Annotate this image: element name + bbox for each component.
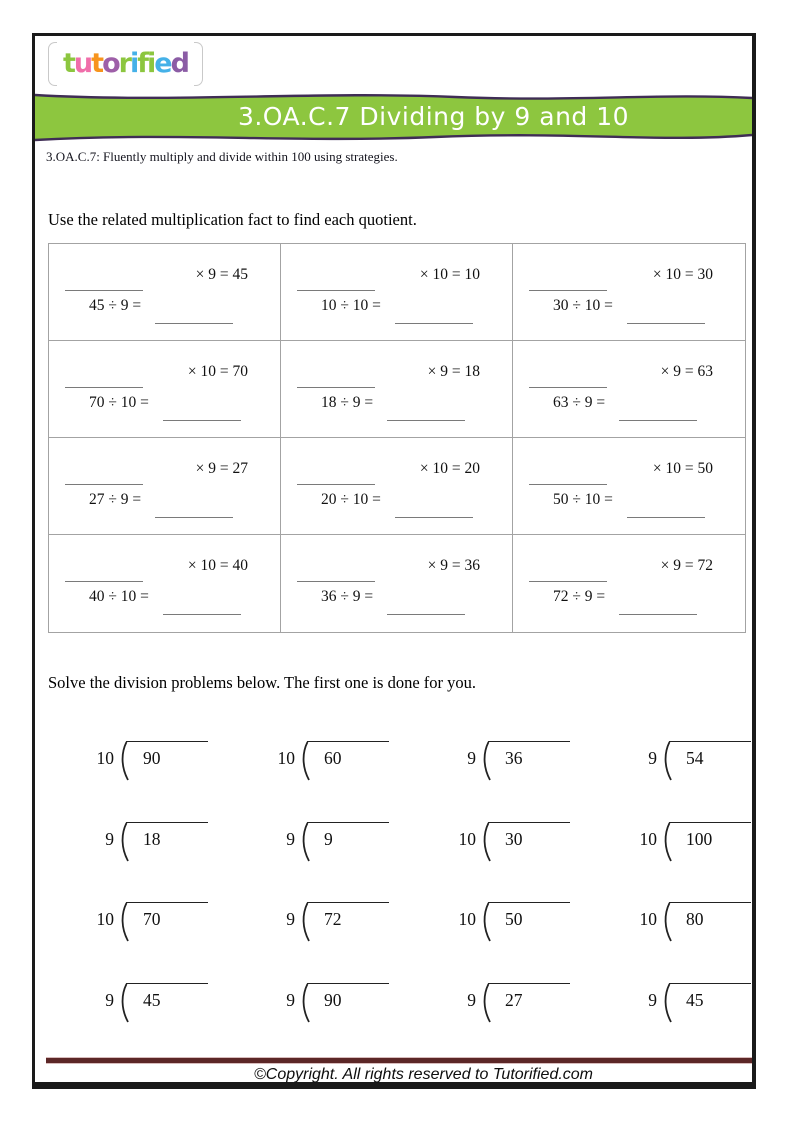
logo-letter: i xyxy=(146,48,155,79)
quotient-answer-blank[interactable] xyxy=(163,407,241,421)
division-problem: 63 ÷ 9 = xyxy=(553,394,606,411)
long-division-problem xyxy=(269,822,450,903)
divisor: 10 xyxy=(639,828,657,849)
dividend: 80 xyxy=(686,909,704,929)
multiplier-answer-blank[interactable] xyxy=(529,374,607,388)
multiplier-answer-blank[interactable] xyxy=(529,277,607,291)
dividend-box xyxy=(488,741,570,769)
quotient-answer-blank[interactable] xyxy=(155,310,233,324)
division-problem: 50 ÷ 10 = xyxy=(553,491,613,508)
multiplier-answer-blank[interactable] xyxy=(529,568,607,582)
long-division-problem xyxy=(88,741,269,822)
division-problem: 36 ÷ 9 = xyxy=(321,588,374,605)
divisor: 9 xyxy=(648,989,657,1010)
long-division-problem xyxy=(450,822,631,903)
section2-instruction: Solve the division problems below. The first one is done for you. xyxy=(48,673,477,692)
divisor: 9 xyxy=(286,828,295,849)
division-grid xyxy=(88,741,748,1063)
copyright-text: ©Copyright. All rights reserved to Tutorified.com xyxy=(253,1066,594,1083)
logo-letter: o xyxy=(102,48,119,79)
worksheet-page-frame xyxy=(32,33,756,1089)
divisor: 9 xyxy=(105,989,114,1010)
divisor: 10 xyxy=(277,748,295,768)
logo-letter: t xyxy=(91,48,103,79)
long-division-problem xyxy=(631,741,794,822)
division-problem: 20 ÷ 10 = xyxy=(321,491,381,508)
dividend-box xyxy=(126,902,208,930)
divisor: 10 xyxy=(96,748,114,768)
logo-left-bracket-icon xyxy=(48,42,57,86)
divisor: 10 xyxy=(639,909,657,929)
quotient-answer-blank[interactable] xyxy=(387,601,465,615)
divisor: 10 xyxy=(458,828,476,849)
quotient-answer-blank[interactable] xyxy=(155,504,233,518)
dividend-box xyxy=(126,983,208,1011)
divisor: 9 xyxy=(467,748,476,768)
divisor: 9 xyxy=(467,989,476,1010)
logo-letter: r xyxy=(118,48,130,79)
dividend-box xyxy=(307,983,389,1011)
dividend-box xyxy=(488,983,570,1011)
division-problem: 18 ÷ 9 = xyxy=(321,394,374,411)
dividend: 30 xyxy=(505,828,523,849)
long-division-problem xyxy=(88,822,269,903)
dividend: 45 xyxy=(143,989,161,1010)
multiplication-fact: × 10 = 20 xyxy=(419,460,480,477)
fact-cell xyxy=(513,438,745,535)
quotient-answer-blank[interactable] xyxy=(387,407,465,421)
tutorified-logo xyxy=(48,42,203,86)
long-division-problem xyxy=(450,902,631,983)
multiplier-answer-blank[interactable] xyxy=(297,374,375,388)
dividend: 90 xyxy=(324,989,342,1010)
quotient-answer-blank[interactable] xyxy=(395,310,473,324)
dividend: 54 xyxy=(686,748,704,768)
divisor: 9 xyxy=(105,828,114,849)
dividend: 27 xyxy=(505,989,523,1010)
long-division-problem xyxy=(631,902,794,983)
fact-grid xyxy=(48,243,746,633)
multiplication-fact: × 10 = 50 xyxy=(652,460,713,477)
long-division-problem xyxy=(631,983,794,1064)
fact-cell xyxy=(513,535,745,632)
fact-cell xyxy=(49,341,281,438)
divisor: 9 xyxy=(648,748,657,768)
fact-cell xyxy=(49,535,281,632)
fact-cell xyxy=(513,341,745,438)
logo-letter: u xyxy=(73,48,92,79)
multiplier-answer-blank[interactable] xyxy=(65,471,143,485)
dividend-box xyxy=(669,822,751,850)
multiplier-answer-blank[interactable] xyxy=(65,568,143,582)
dividend: 18 xyxy=(143,828,161,849)
multiplication-fact: × 10 = 70 xyxy=(187,363,248,380)
division-problem: 10 ÷ 10 = xyxy=(321,297,381,314)
logo-text xyxy=(57,42,194,86)
logo-letter: e xyxy=(154,48,171,79)
multiplication-fact: × 10 = 40 xyxy=(187,557,248,574)
multiplication-fact: × 9 = 27 xyxy=(195,460,248,477)
division-problem: 30 ÷ 10 = xyxy=(553,297,613,314)
quotient-answer-blank[interactable] xyxy=(395,504,473,518)
multiplication-fact: × 9 = 63 xyxy=(660,363,713,380)
long-division-problem xyxy=(269,741,450,822)
dividend-box xyxy=(307,822,389,850)
divisor: 9 xyxy=(286,989,295,1010)
standard-description: 3.OA.C.7: Fluently multiply and divide within 100 using strategies. xyxy=(46,149,398,164)
fact-cell xyxy=(281,438,513,535)
multiplication-fact: × 10 = 10 xyxy=(419,266,480,283)
dividend: 100 xyxy=(686,828,713,849)
dividend-box xyxy=(488,902,570,930)
divisor: 9 xyxy=(286,909,295,929)
multiplier-answer-blank[interactable] xyxy=(65,277,143,291)
logo-letter: f xyxy=(137,48,147,79)
divisor: 10 xyxy=(96,909,114,929)
multiplier-answer-blank[interactable] xyxy=(297,471,375,485)
division-problem: 40 ÷ 10 = xyxy=(89,588,149,605)
quotient-answer-blank[interactable] xyxy=(627,310,705,324)
long-division-problem xyxy=(88,983,269,1064)
long-division-problem xyxy=(269,902,450,983)
logo-letter: i xyxy=(129,48,138,79)
logo-letter: d xyxy=(170,48,188,79)
quotient-answer-blank[interactable] xyxy=(627,504,705,518)
dividend: 72 xyxy=(324,909,342,929)
multiplier-answer-blank[interactable] xyxy=(297,277,375,291)
fact-cell xyxy=(513,244,745,341)
title-banner xyxy=(35,88,752,146)
dividend-box xyxy=(669,902,751,930)
multiplication-fact: × 9 = 45 xyxy=(195,266,248,283)
dividend: 50 xyxy=(505,909,523,929)
multiplier-answer-blank[interactable] xyxy=(529,471,607,485)
logo-letter: t xyxy=(63,48,74,79)
dividend-box xyxy=(488,822,570,850)
dividend: 45 xyxy=(686,989,704,1010)
long-division-problem xyxy=(450,983,631,1064)
dividend: 9 xyxy=(324,828,333,849)
fact-cell xyxy=(281,341,513,438)
dividend-box xyxy=(126,822,208,850)
quotient-answer-blank[interactable] xyxy=(619,407,697,421)
fact-cell xyxy=(281,244,513,341)
dividend-box xyxy=(307,902,389,930)
dividend-box xyxy=(307,741,389,769)
long-division-problem xyxy=(88,902,269,983)
multiplication-fact: × 10 = 30 xyxy=(652,266,713,283)
multiplication-fact: × 9 = 18 xyxy=(427,363,480,380)
quotient-answer-blank[interactable] xyxy=(163,601,241,615)
worksheet-title: 3.OA.C.7 Dividing by 9 and 10 xyxy=(237,102,630,131)
multiplier-answer-blank[interactable] xyxy=(297,568,375,582)
fact-cell xyxy=(281,535,513,632)
division-problem: 72 ÷ 9 = xyxy=(553,588,606,605)
long-division-problem xyxy=(269,983,450,1064)
long-division-problem xyxy=(450,741,631,822)
division-problem: 70 ÷ 10 = xyxy=(89,394,149,411)
dividend-box xyxy=(669,741,751,769)
footer-divider-bar xyxy=(46,1057,752,1064)
dividend: 60 xyxy=(324,748,342,768)
quotient-answer-blank[interactable] xyxy=(619,601,697,615)
division-problem: 27 ÷ 9 = xyxy=(89,491,142,508)
dividend: 70 xyxy=(143,909,161,929)
multiplication-fact: × 9 = 72 xyxy=(660,557,713,574)
multiplier-answer-blank[interactable] xyxy=(65,374,143,388)
section1-instruction: Use the related multiplication fact to find each quotient. xyxy=(48,210,417,229)
divisor: 10 xyxy=(458,909,476,929)
multiplication-fact: × 9 = 36 xyxy=(427,557,480,574)
dividend-box xyxy=(669,983,751,1011)
dividend: 36 xyxy=(505,748,523,768)
dividend-box xyxy=(126,741,208,769)
long-division-problem xyxy=(631,822,794,903)
division-problem: 45 ÷ 9 = xyxy=(89,297,142,314)
fact-cell xyxy=(49,244,281,341)
logo-right-bracket-icon xyxy=(194,42,203,86)
dividend: 90 xyxy=(143,748,161,768)
fact-cell xyxy=(49,438,281,535)
